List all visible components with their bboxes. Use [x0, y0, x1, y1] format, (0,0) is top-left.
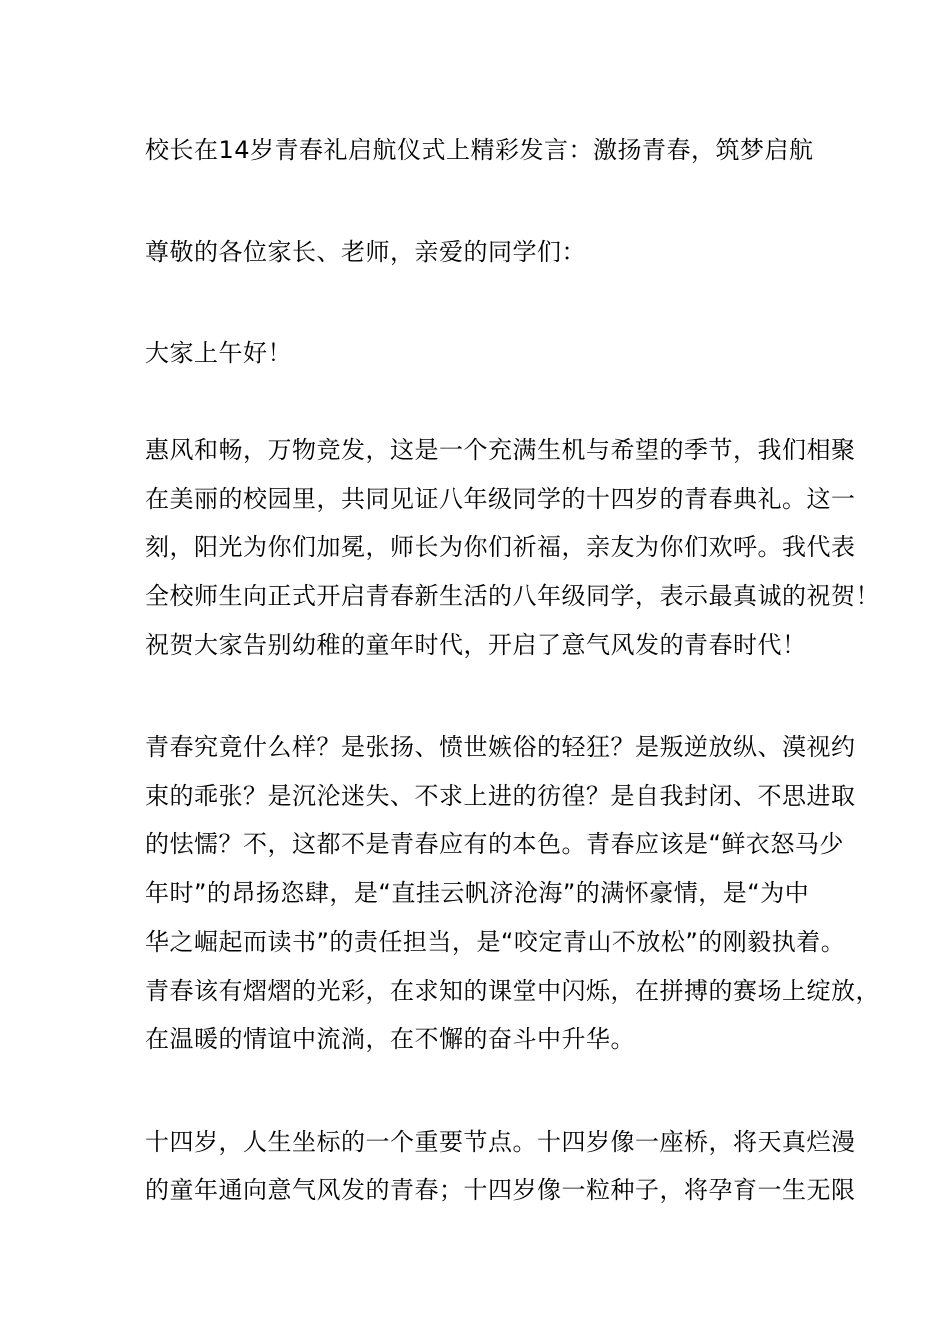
paragraph-line: 在美丽的校园里，共同见证八年级同学的十四岁的青春典礼。这一 [145, 485, 856, 513]
paragraph-line: 祝贺大家告别幼稚的童年时代，开启了意气风发的青春时代！ [145, 631, 807, 659]
paragraph-line: 全校师生向正式开启青春新生活的八年级同学，表示最真诚的祝贺！ [145, 582, 880, 610]
paragraph-line: 在温暖的情谊中流淌，在不懈的奋斗中升华。 [145, 1025, 635, 1053]
paragraph-line: 刻，阳光为你们加冕，师长为你们祈福，亲友为你们欢呼。我代表 [145, 533, 856, 561]
document-title: 校长在14岁青春礼启航仪式上精彩发言：激扬青春，筑梦启航 [145, 136, 814, 164]
paragraph-line: 年时”的昂扬恣肆，是“直挂云帆济沧海”的满怀豪情，是“为中 [145, 879, 810, 907]
paragraph-line: 惠风和畅，万物竞发，这是一个充满生机与希望的季节，我们相聚 [145, 436, 856, 464]
salutation: 尊敬的各位家长、老师，亲爱的同学们： [145, 238, 586, 266]
paragraph-line: 的怯懦？不，这都不是青春应有的本色。青春应该是“鲜衣怒马少 [145, 830, 844, 858]
paragraph-line: 的童年通向意气风发的青春；十四岁像一粒种子，将孕育一生无限 [145, 1176, 856, 1204]
greeting: 大家上午好！ [145, 339, 292, 367]
paragraph-line: 华之崛起而读书”的责任担当，是“咬定青山不放松”的刚毅执着。 [145, 928, 846, 956]
paragraph-line: 束的乖张？是沉沦迷失、不求上进的彷徨？是自我封闭、不思进取 [145, 782, 856, 810]
paragraph-line: 青春该有熠熠的光彩，在求知的课堂中闪烁，在拼搏的赛场上绽放， [145, 977, 880, 1005]
paragraph-line: 青春究竟什么样？是张扬、愤世嫉俗的轻狂？是叛逆放纵、漠视约 [145, 733, 856, 761]
paragraph-line: 十四岁，人生坐标的一个重要节点。十四岁像一座桥，将天真烂漫 [145, 1128, 856, 1156]
